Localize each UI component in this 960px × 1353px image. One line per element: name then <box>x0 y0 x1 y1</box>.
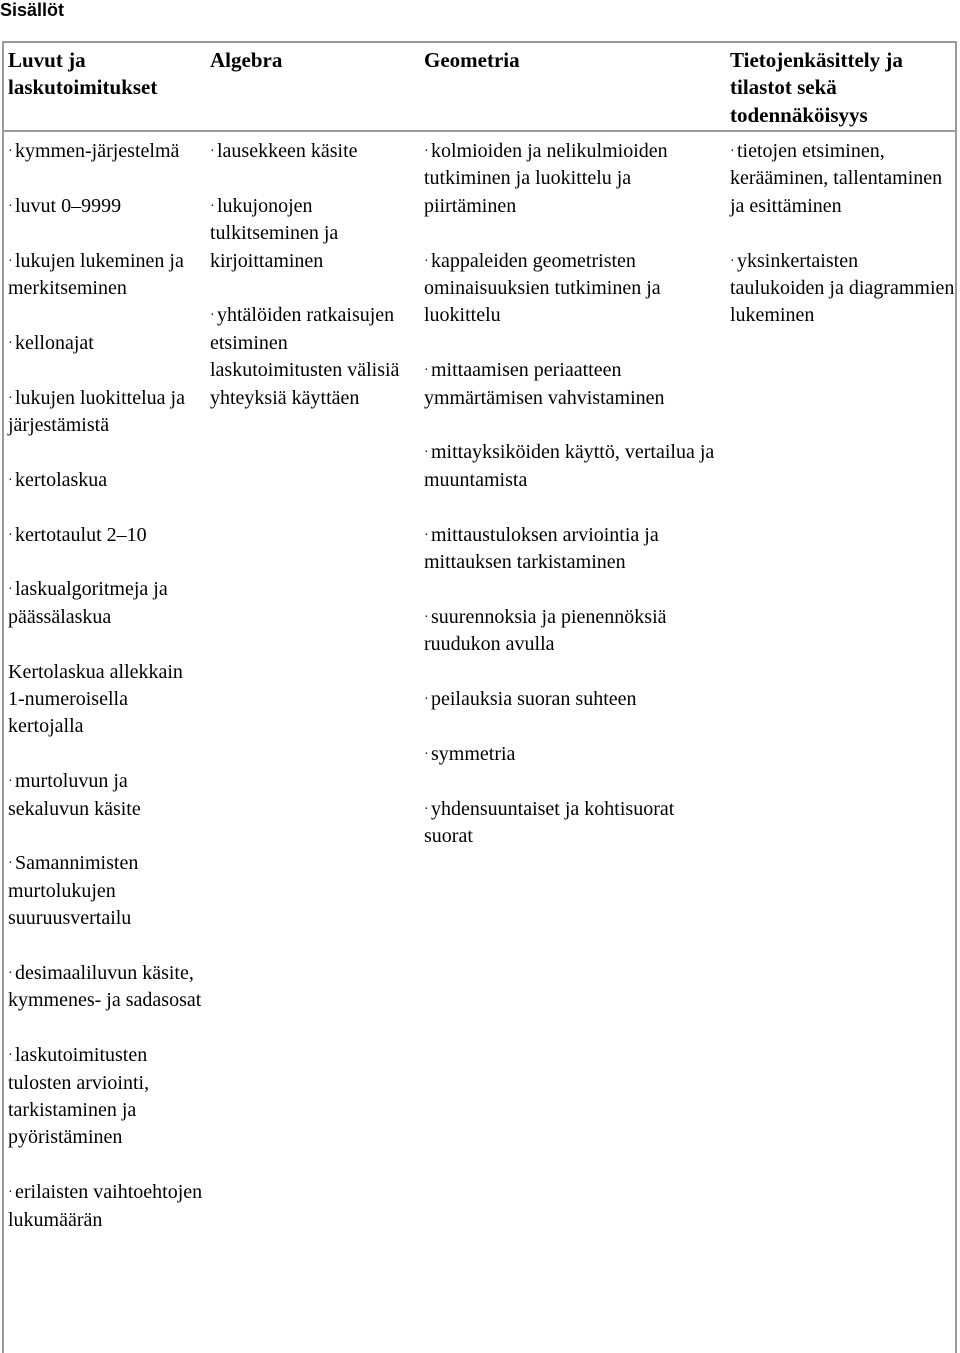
bullet-dot-icon: · <box>8 582 13 598</box>
bullet-dot-icon: · <box>424 746 429 762</box>
list-item-text: laskutoimitusten tulosten arviointi, tarkistaminen ja pyöristäminen <box>8 1044 150 1149</box>
bullet-dot-icon: · <box>8 335 13 351</box>
bullet-dot-icon: · <box>424 445 429 461</box>
list-item <box>210 138 418 165</box>
list-item-text: lukujen lukeminen ja merkitseminen <box>8 249 184 299</box>
list-item <box>8 138 204 165</box>
bullet-dot-icon: · <box>424 527 429 543</box>
bullet-dot-icon: · <box>424 609 429 625</box>
list-item <box>8 768 204 823</box>
list-item-text: yhdensuuntaiset ja kohtisuorat suorat <box>424 797 675 848</box>
list-item-text: peilauksia suoran suhteen <box>431 688 637 711</box>
list-item-text: mittayksiköiden käyttö, vertailua ja muuntamista <box>424 441 715 491</box>
list-item-text: kolmioiden ja nelikulmioiden tutkiminen ja luokittelu ja piirtäminen <box>424 140 668 217</box>
list-item-text: Kertolaskua allekkain 1-numeroisella kertojalla <box>8 660 183 738</box>
column-header-numbers: Luvut ja laskutoimitukset <box>8 48 158 100</box>
list-item <box>424 248 726 330</box>
list-item <box>424 741 726 768</box>
list-item <box>424 522 726 577</box>
list-item <box>424 357 726 412</box>
bullet-dot-icon: · <box>424 363 429 379</box>
bullet-dot-icon: · <box>8 966 13 982</box>
list-item-text: lukujonojen tulkitseminen ja kirjoittaminen <box>210 194 339 272</box>
list-item-text: luvut 0–9999 <box>15 194 122 217</box>
list-item <box>8 1042 204 1152</box>
column-header-geometry: Geometria <box>424 48 520 72</box>
bullet-dot-icon: · <box>8 774 13 790</box>
bullet-dot-icon: · <box>730 253 735 269</box>
list-item-text: kellonajat <box>15 331 94 354</box>
list-item <box>424 686 726 713</box>
list-item-text: symmetria <box>431 742 516 765</box>
list-item <box>210 193 418 275</box>
list-item-text: mittaustuloksen arviointia ja mittauksen tarkistaminen <box>424 523 659 574</box>
list-item <box>730 248 955 330</box>
list-item <box>210 302 418 412</box>
bullet-dot-icon: · <box>8 856 13 872</box>
bullet-dot-icon: · <box>8 144 13 159</box>
bullet-dot-icon: · <box>730 144 735 159</box>
bullet-dot-icon: · <box>8 472 13 488</box>
list-item <box>8 330 204 357</box>
list-item-text: kymmen-järjestelmä <box>15 140 180 162</box>
list-item <box>8 385 204 440</box>
list-item-text: desimaaliluvun käsite, kymmenes- ja sadasosat <box>8 962 202 1012</box>
list-item-text: Samannimisten murtolukujen suuruusvertailu <box>8 852 139 930</box>
column-cell-numbers <box>8 138 204 1261</box>
list-item-text: suurennoksia ja pienennöksiä ruudukon avulla <box>424 605 667 656</box>
list-item-text: laskualgoritmeja ja päässälaskua <box>8 578 168 628</box>
list-item <box>8 850 204 932</box>
bullet-dot-icon: · <box>8 527 13 543</box>
bullet-dot-icon: · <box>424 801 429 817</box>
list-item-text: tietojen etsiminen, kerääminen, tallentaminen ja esittäminen <box>730 140 943 217</box>
list-item-text: mittaamisen periaatteen ymmärtämisen vahvistaminen <box>424 359 665 409</box>
page-heading: Sisällöt <box>0 0 65 20</box>
bullet-dot-icon: · <box>8 1048 13 1064</box>
list-item-text: kappaleiden geometristen ominaisuuksien tutkiminen ja luokittelu <box>424 249 661 327</box>
bullet-dot-icon: · <box>8 253 13 269</box>
list-item-text: yksinkertaisten taulukoiden ja diagrammien lukeminen <box>730 249 955 327</box>
list-item-text: kertolaskua <box>15 468 108 491</box>
list-item <box>8 659 204 741</box>
list-item <box>8 1179 204 1234</box>
list-item-text: kertotaulut 2–10 <box>15 523 147 546</box>
list-item <box>8 960 204 1015</box>
bullet-dot-icon: · <box>210 198 215 214</box>
list-item <box>8 522 204 549</box>
bullet-dot-icon: · <box>210 144 215 159</box>
list-item <box>8 467 204 494</box>
bullet-dot-icon: · <box>8 198 13 214</box>
bullet-dot-icon: · <box>8 390 13 406</box>
list-item-text: lausekkeen käsite <box>217 140 358 162</box>
bullet-dot-icon: · <box>424 253 429 269</box>
column-cell-geometry <box>424 138 726 878</box>
bullet-dot-icon: · <box>424 144 429 159</box>
list-item-text: yhtälöiden ratkaisujen etsiminen laskutoimitusten välisiä yhteyksiä käyttäen <box>210 304 400 409</box>
list-item <box>424 138 726 220</box>
list-item <box>424 604 726 659</box>
list-item <box>8 576 204 631</box>
column-header-data-processing: Tietojenkäsittely ja tilastot sekä todennäköisyys <box>730 48 903 127</box>
list-item <box>8 248 204 303</box>
column-cell-data-processing <box>730 138 955 357</box>
list-item-text: murtoluvun ja sekaluvun käsite <box>8 770 141 820</box>
list-item <box>730 138 955 220</box>
list-item <box>424 439 726 494</box>
header-divider <box>2 130 957 132</box>
column-cell-algebra <box>210 138 418 439</box>
list-item-text: lukujen luokittelua ja järjestämistä <box>8 386 185 436</box>
list-item <box>8 193 204 220</box>
column-header-algebra: Algebra <box>210 48 283 72</box>
bullet-dot-icon: · <box>8 1185 13 1201</box>
bullet-dot-icon: · <box>424 692 429 708</box>
list-item-text: erilaisten vaihtoehtojen lukumäärän <box>8 1181 203 1231</box>
list-item <box>424 796 726 851</box>
bullet-dot-icon: · <box>210 308 215 324</box>
